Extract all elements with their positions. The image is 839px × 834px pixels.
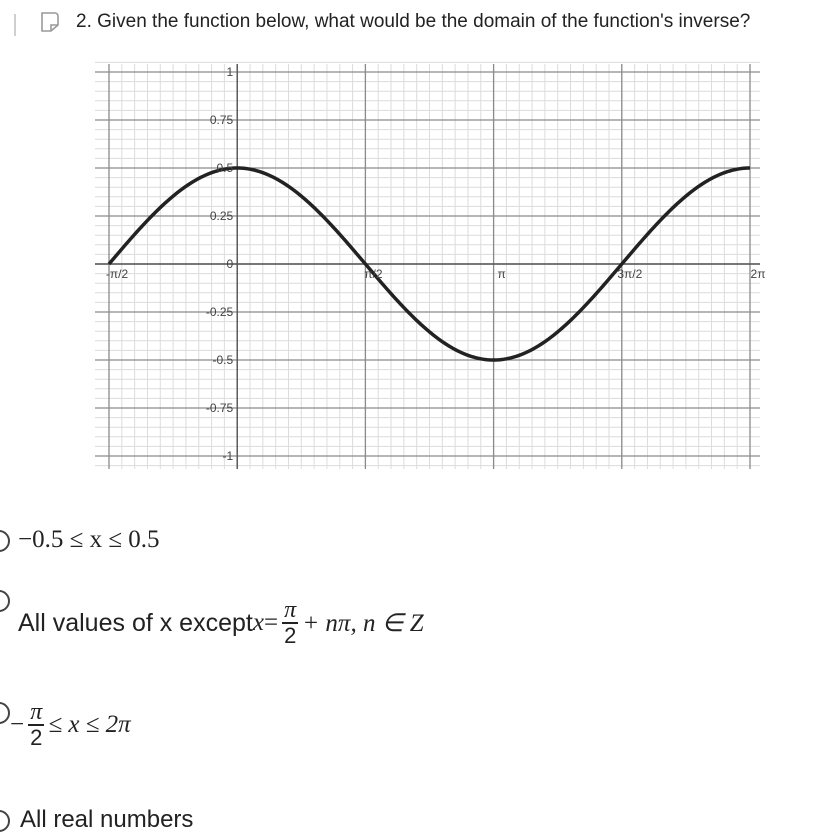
- x-tick-label: 2π: [750, 267, 766, 281]
- option-2-var: x: [252, 609, 264, 637]
- fraction-numerator: π: [284, 597, 297, 623]
- radio-button[interactable]: [0, 590, 10, 612]
- radio-button[interactable]: [0, 530, 10, 552]
- y-tick-label: 0.25: [209, 209, 234, 223]
- option-2-fraction: [282, 598, 298, 648]
- y-tick-label: 0.75: [209, 113, 234, 127]
- bookmark-flag-icon[interactable]: [38, 10, 62, 34]
- y-tick-label: 0.5: [216, 161, 234, 175]
- option-2-label: [18, 598, 424, 648]
- radio-button[interactable]: [0, 702, 10, 724]
- option-3-label: [10, 700, 131, 750]
- fraction-denominator: 2: [284, 623, 297, 648]
- option-3-suffix: ≤ x ≤ 2π: [48, 711, 131, 739]
- option-4-label: All real numbers: [20, 806, 194, 833]
- y-tick-label: -1: [222, 449, 234, 463]
- fraction-denominator: 2: [30, 725, 43, 750]
- y-tick-label: 0: [226, 257, 234, 271]
- y-tick-label: 1: [226, 65, 234, 79]
- option-3-minus: −: [10, 711, 25, 739]
- question-header: [38, 10, 750, 34]
- radio-button[interactable]: [0, 810, 10, 832]
- x-tick-label: π: [497, 267, 506, 281]
- left-border: [0, 14, 16, 36]
- y-tick-label: -0.25: [205, 305, 234, 319]
- fraction-numerator: π: [30, 699, 43, 725]
- option-2-suffix: + nπ, n ∈ Z: [302, 610, 424, 638]
- option-1-label: −0.5 ≤ x ≤ 0.5: [18, 526, 160, 553]
- y-tick-label: -0.75: [205, 401, 234, 415]
- x-tick-label: π/2: [364, 267, 383, 281]
- x-tick-label: -π/2: [105, 267, 129, 281]
- graph-grid: [95, 62, 760, 469]
- option-2-prefix: All values of x except: [18, 608, 253, 637]
- y-tick-label: -0.5: [212, 353, 234, 367]
- option-2-equals: =: [263, 609, 279, 637]
- x-tick-label: 3π/2: [617, 267, 643, 281]
- option-3-fraction: [28, 700, 44, 750]
- function-graph: [95, 64, 766, 469]
- question-text: 2. Given the function below, what would be the domain of the function's inverse?: [76, 11, 751, 32]
